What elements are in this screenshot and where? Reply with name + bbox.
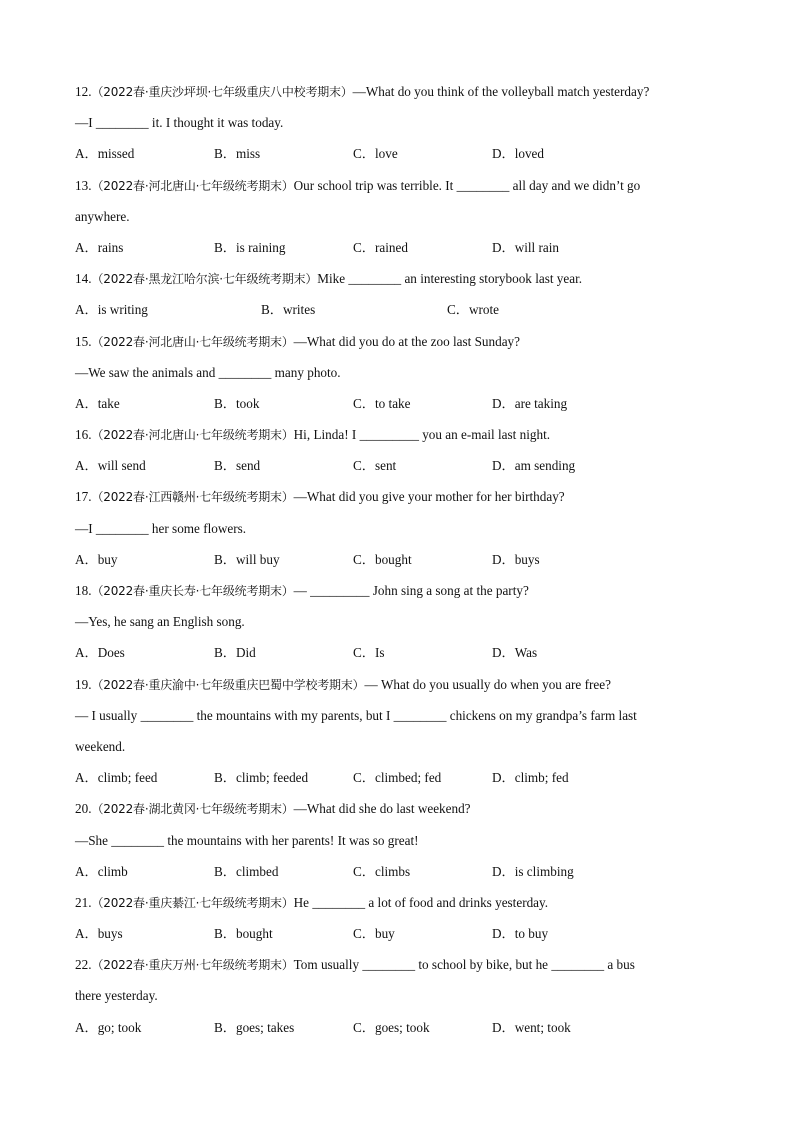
question-text: —She ________ the mountains with her parents! It was so great! — [75, 832, 419, 848]
question-text: Tom usually ________ to school by bike, but he ________ a bus — [293, 957, 635, 973]
answer-options — [75, 138, 725, 169]
option-a[interactable]: A．climb — [75, 863, 128, 879]
option-d[interactable]: D．buys — [492, 551, 540, 567]
question-text: — I usually ________ the mountains with my parents, but I ________ chickens on my grandpa’s farm last — [75, 707, 637, 723]
question-stem — [75, 669, 725, 700]
option-d[interactable]: D．is climbing — [492, 863, 574, 879]
option-b[interactable]: B．send — [214, 458, 261, 474]
question-line — [75, 513, 725, 544]
option-b[interactable]: B．will buy — [214, 551, 280, 567]
question-number: 17. — [75, 489, 92, 505]
question-text: Our school trip was terrible. It ________ all day and we didn’t go — [293, 177, 641, 193]
option-d[interactable]: D．to buy — [492, 926, 549, 942]
question-source: （2022春·黑龙江哈尔滨·七年级统考期末） — [91, 272, 318, 287]
option-a[interactable]: A．Does — [75, 645, 125, 661]
question-stem — [75, 949, 725, 980]
question-number: 22. — [75, 957, 92, 973]
option-c[interactable]: C．bought — [353, 551, 412, 567]
question-line — [75, 731, 725, 762]
question-number: 16. — [75, 427, 92, 443]
option-a[interactable]: A．take — [75, 395, 120, 411]
question-text: weekend. — [75, 738, 126, 754]
question-stem — [75, 326, 725, 357]
option-d[interactable]: D．will rain — [492, 239, 560, 255]
option-c[interactable]: C．Is — [353, 645, 385, 661]
question-source: （2022春·河北唐山·七年级统考期末） — [91, 334, 294, 349]
option-c[interactable]: C．to take — [353, 395, 411, 411]
question-text: —What did you give your mother for her birthday? — [293, 489, 565, 505]
question-source: （2022春·重庆长寿·七年级统考期末） — [91, 584, 294, 598]
option-a[interactable]: A．buy — [75, 551, 118, 567]
answer-options — [75, 1012, 725, 1043]
option-b[interactable]: B．writes — [261, 302, 316, 318]
question-text: —I ________ her some flowers. — [75, 520, 247, 536]
question-line — [75, 825, 725, 856]
answer-options — [75, 450, 725, 481]
question-number: 19. — [75, 676, 92, 692]
option-a[interactable]: A．rains — [75, 239, 124, 255]
question-number: 21. — [75, 894, 92, 910]
question-line — [75, 201, 725, 232]
option-c[interactable]: C．sent — [353, 458, 397, 474]
question-stem — [75, 575, 725, 606]
question-text: —We saw the animals and ________ many photo. — [75, 364, 341, 380]
question-text: — What do you usually do when you are free? — [364, 676, 611, 692]
question-stem — [75, 419, 725, 450]
option-d[interactable]: D．went; took — [492, 1019, 571, 1035]
question-source: （2022春·河北唐山·七年级统考期末） — [91, 428, 294, 443]
question-21 — [75, 887, 725, 949]
option-a[interactable]: A．will send — [75, 458, 146, 474]
question-text: Hi, Linda! I _________ you an e-mail last night. — [293, 427, 551, 443]
question-number: 14. — [75, 271, 92, 287]
answer-options — [75, 918, 725, 949]
option-a[interactable]: A．buys — [75, 926, 123, 942]
question-number: 12. — [75, 84, 92, 99]
option-c[interactable]: C．love — [353, 146, 398, 162]
question-stem — [75, 887, 725, 918]
question-text: —Yes, he sang an English song. — [75, 614, 245, 630]
question-source: （2022春·重庆沙坪坝·七年级重庆八中校考期末） — [91, 85, 353, 99]
question-source: （2022春·重庆渝中·七年级重庆巴蜀中学校考期末） — [91, 677, 365, 692]
question-stem — [75, 481, 725, 512]
question-17 — [75, 481, 725, 575]
question-source: （2022春·重庆万州·七年级统考期末） — [91, 958, 294, 973]
question-stem — [75, 263, 725, 294]
question-text: —What did you do at the zoo last Sunday? — [293, 333, 520, 349]
option-b[interactable]: B．bought — [214, 926, 273, 942]
question-18 — [75, 575, 725, 669]
question-22 — [75, 949, 725, 1043]
option-c[interactable]: C．rained — [353, 239, 408, 255]
option-d[interactable]: D．are taking — [492, 395, 568, 411]
question-text: there yesterday. — [75, 988, 158, 1004]
answer-options — [75, 762, 725, 793]
question-number: 13. — [75, 177, 92, 193]
option-c[interactable]: C．goes; took — [353, 1019, 430, 1035]
option-d[interactable]: D．loved — [492, 146, 545, 162]
question-number: 20. — [75, 801, 92, 817]
question-source: （2022春·重庆綦江·七年级统考期末） — [91, 895, 294, 910]
question-19 — [75, 669, 725, 794]
question-stem — [75, 76, 725, 107]
question-number: 18. — [75, 583, 92, 598]
question-15 — [75, 326, 725, 420]
option-a[interactable]: A．climb; feed — [75, 770, 158, 786]
question-source: （2022春·湖北黄冈·七年级统考期末） — [91, 802, 294, 817]
question-line — [75, 980, 725, 1011]
option-c[interactable]: C．buy — [353, 926, 395, 942]
answer-options — [75, 544, 725, 575]
option-b[interactable]: B．Did — [214, 645, 256, 661]
answer-options — [75, 637, 725, 668]
question-line — [75, 107, 725, 138]
option-b[interactable]: B．is raining — [214, 239, 286, 255]
question-line — [75, 700, 725, 731]
option-a[interactable]: A．missed — [75, 146, 135, 162]
answer-options — [75, 232, 725, 263]
option-c[interactable]: C．climbs — [353, 863, 411, 879]
option-b[interactable]: B．took — [214, 395, 260, 411]
question-text: Mike ________ an interesting storybook last year. — [317, 271, 583, 287]
question-text: anywhere. — [75, 208, 130, 224]
question-14 — [75, 263, 725, 325]
question-13 — [75, 170, 725, 264]
question-20 — [75, 793, 725, 887]
option-c[interactable]: C．climbed; fed — [353, 770, 442, 786]
question-text: — _________ John sing a song at the party? — [293, 583, 529, 598]
question-text: —What do you think of the volleyball match yesterday? — [352, 84, 650, 99]
option-a[interactable]: A．go; took — [75, 1019, 142, 1035]
question-text: —I ________ it. I thought it was today. — [75, 115, 284, 131]
question-number: 15. — [75, 333, 92, 349]
question-stem — [75, 170, 725, 201]
answer-options — [75, 388, 725, 419]
question-text: —What did she do last weekend? — [293, 801, 471, 817]
answer-options — [75, 294, 725, 325]
option-c[interactable]: C．wrote — [447, 302, 500, 318]
answer-options — [75, 856, 725, 887]
question-12 — [75, 76, 725, 170]
question-line — [75, 606, 725, 637]
option-a[interactable]: A．is writing — [75, 302, 148, 318]
option-b[interactable]: B．climbed — [214, 863, 279, 879]
question-list — [75, 76, 725, 1043]
question-text: He ________ a lot of food and drinks yesterday. — [293, 894, 549, 910]
option-b[interactable]: B．miss — [214, 146, 261, 162]
option-d[interactable]: D．Was — [492, 645, 538, 661]
question-16 — [75, 419, 725, 481]
question-line — [75, 357, 725, 388]
question-source: （2022春·江西赣州·七年级统考期末） — [91, 490, 294, 505]
option-b[interactable]: B．goes; takes — [214, 1019, 295, 1035]
question-source: （2022春·河北唐山·七年级统考期末） — [91, 178, 294, 193]
option-d[interactable]: D．climb; fed — [492, 770, 569, 786]
question-stem — [75, 793, 725, 824]
option-b[interactable]: B．climb; feeded — [214, 770, 309, 786]
option-d[interactable]: D．am sending — [492, 458, 576, 474]
